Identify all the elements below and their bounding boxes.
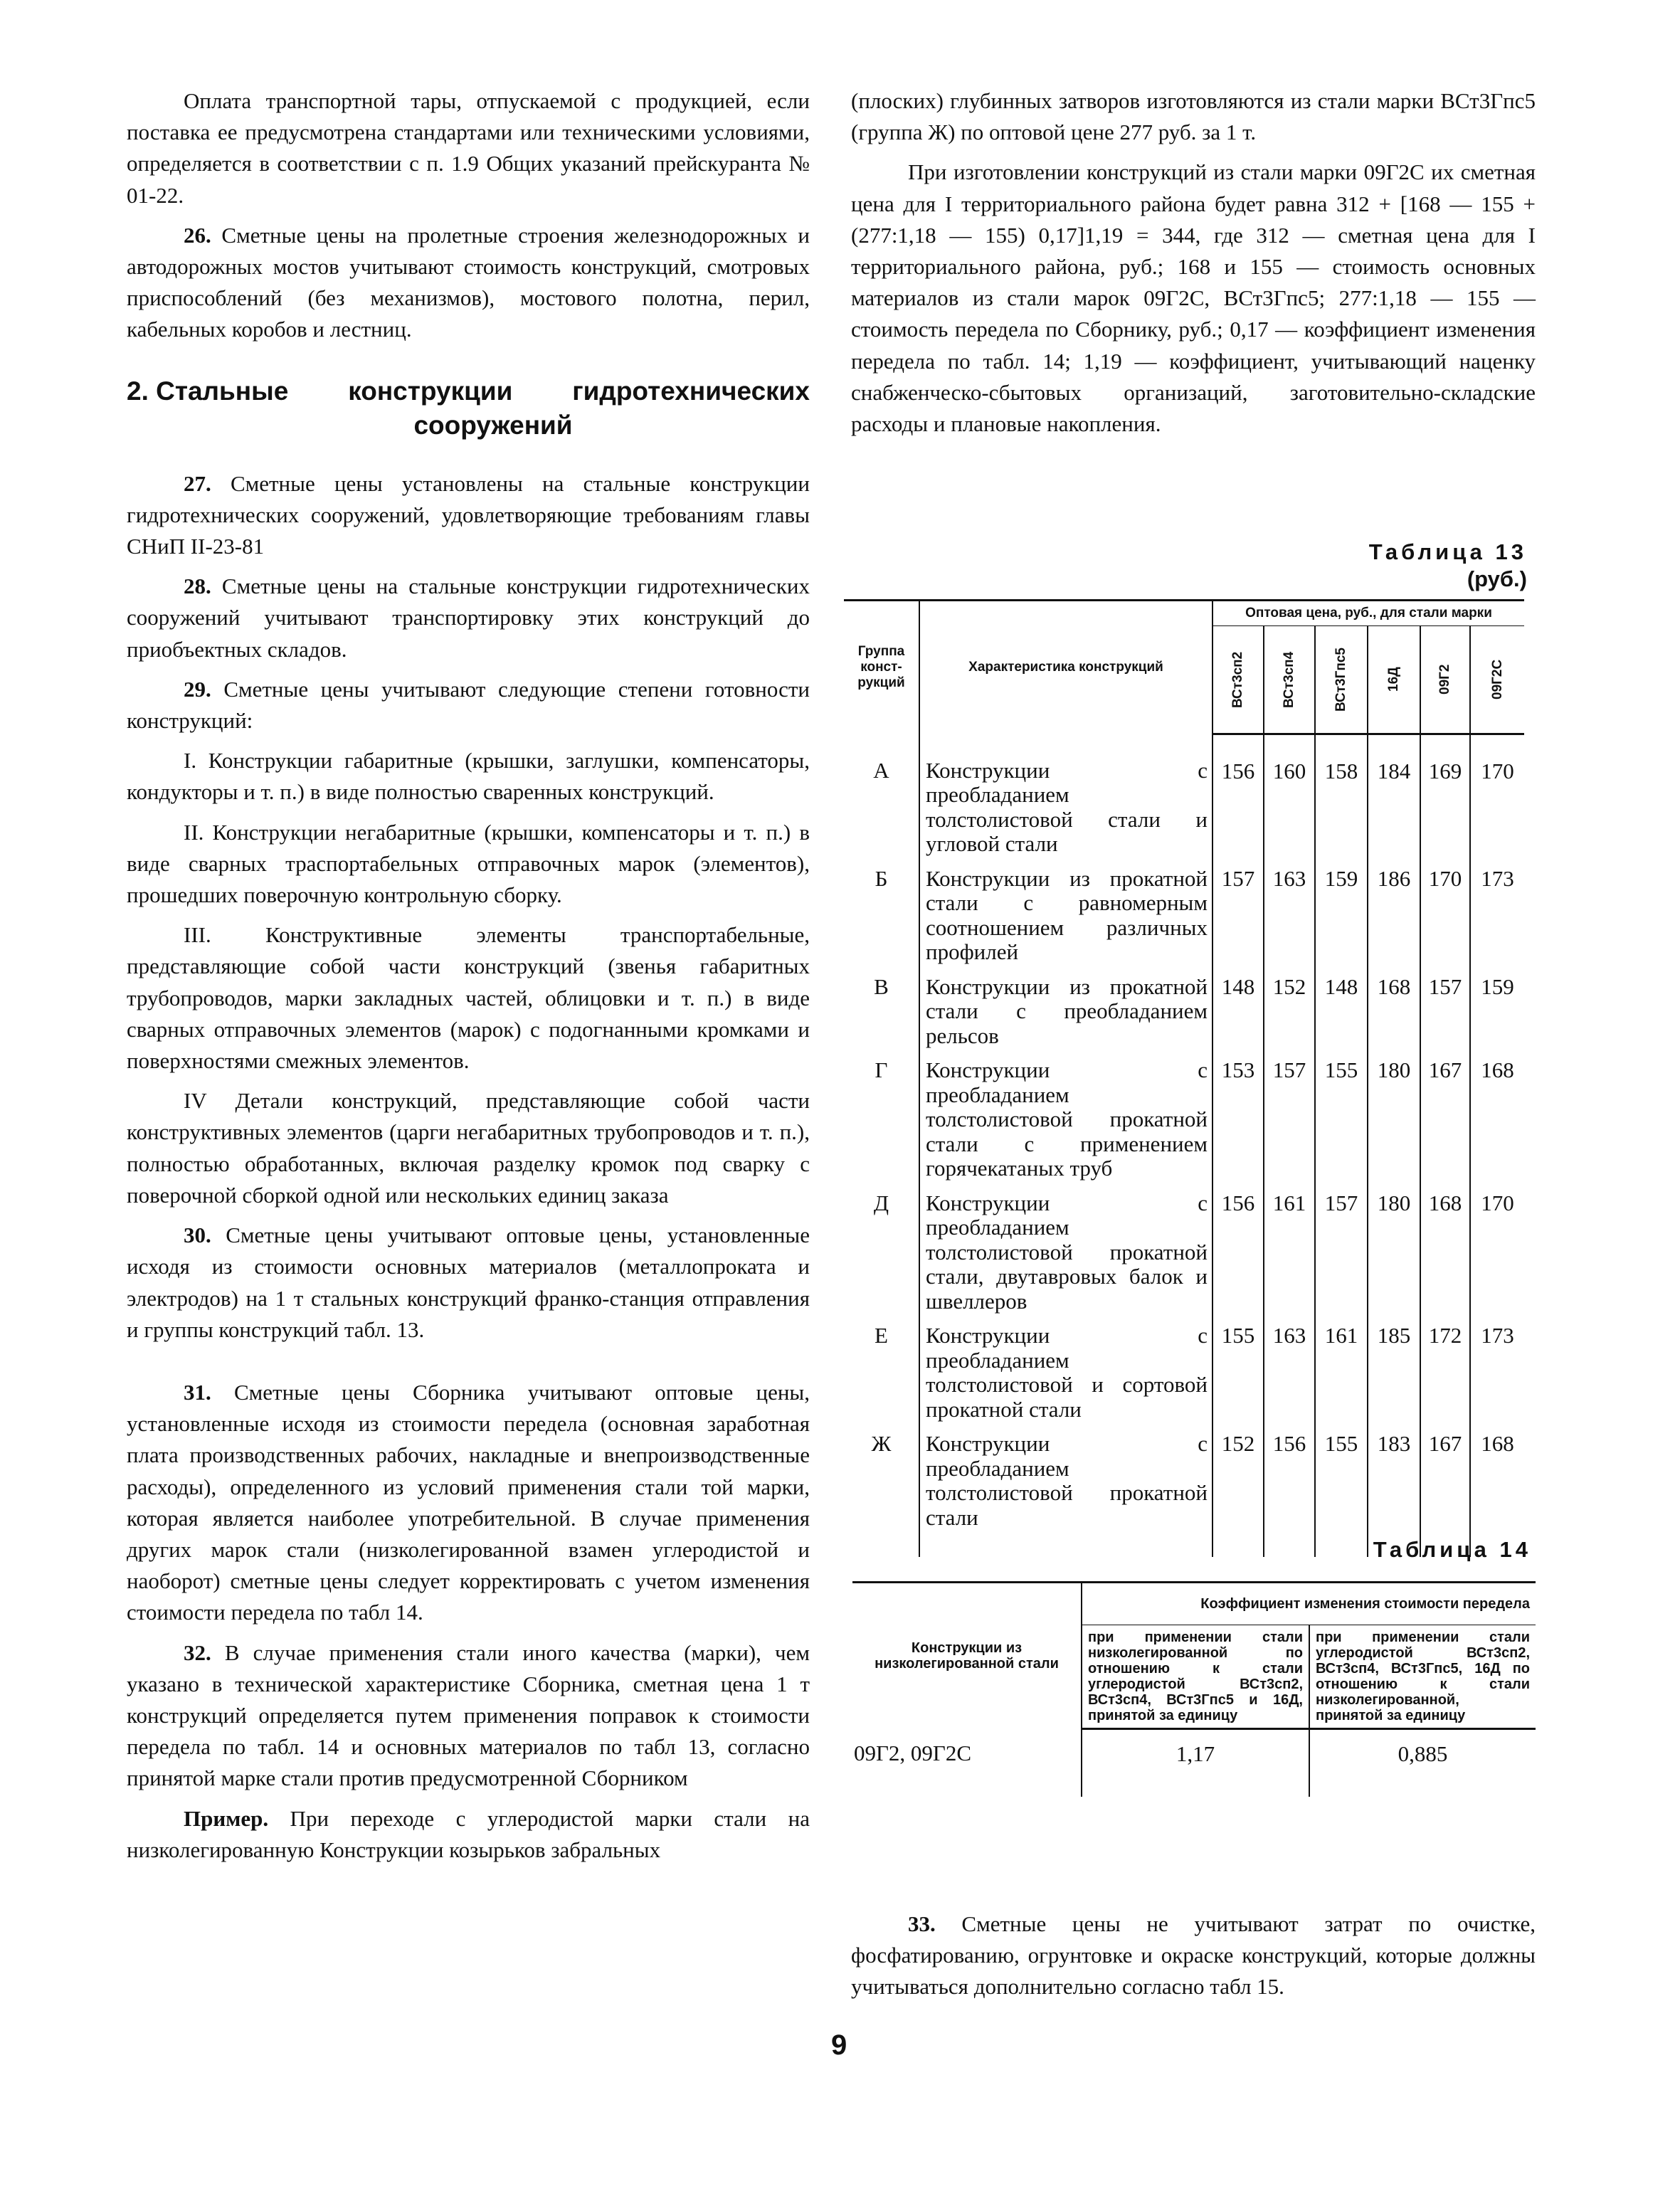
table13-price-cell: 170 (1420, 861, 1470, 969)
table13-price-cell: 172 (1420, 1318, 1470, 1426)
example-text: При переходе с углеродистой марки стали на низколегированную Конструкции козырьков забральных (127, 1805, 810, 1862)
table13-price-cell: 156 (1264, 1426, 1315, 1557)
section-title-word3: гидротехнических (572, 376, 810, 406)
table13-group-cell: Б (875, 865, 888, 891)
table-row (852, 1729, 1536, 1797)
table13-steel-4: 09Г2 (1437, 664, 1452, 695)
p31-number: 31. (184, 1379, 211, 1405)
paragraph-26 (127, 220, 810, 346)
left-column (127, 85, 810, 1866)
table13-group-cell: А (873, 757, 889, 783)
table13-price-cell: 163 (1264, 861, 1315, 969)
table14-row-label: 09Г2, 09Г2С (854, 1740, 972, 1765)
table13-price-cell: 155 (1315, 1052, 1368, 1186)
table13-price-cell: 155 (1315, 1426, 1368, 1557)
table13-price-cell: 157 (1420, 969, 1470, 1053)
table-row (844, 734, 1524, 861)
table13-price-cell: 159 (1470, 969, 1524, 1053)
table13-price-cell: 152 (1213, 1426, 1264, 1557)
table13-group-cell: Д (873, 1190, 889, 1215)
table13-steel-1: ВСт3сп4 (1282, 651, 1296, 708)
table13-price-cell: 183 (1368, 1426, 1420, 1557)
table13-price-cell: 156 (1213, 734, 1264, 861)
paragraph-28 (127, 571, 810, 665)
table13-desc-cell: Конструкции с преобладанием толстолистовой прокатной стали (919, 1426, 1213, 1557)
paragraph-32 (127, 1637, 810, 1795)
table13-price-cell: 167 (1420, 1426, 1470, 1557)
table13-steel-0: ВСт3сп2 (1230, 651, 1245, 708)
right-column (851, 85, 1536, 440)
table13-price-cell: 185 (1368, 1318, 1420, 1426)
table13-group-cell: Г (875, 1057, 888, 1082)
table14-value-2: 0,885 (1309, 1729, 1536, 1797)
table13-price-cell: 156 (1213, 1186, 1264, 1319)
table13-price-cell: 168 (1368, 969, 1420, 1053)
table13-price-cell: 180 (1368, 1186, 1420, 1319)
example-label: Пример. (184, 1805, 269, 1831)
p28-text: Сметные цены на стальные конструкции гидротехнических сооружений учитывают транспортировку этих конструкций до приобъектных складов. (127, 574, 810, 662)
table14-subheader-1: при применении стали низколегированной по отношению к стали углеродистой ВСт3сп2, ВСт3сп4, ВСт3Гпс5 и 16Д, принятой за единицу (1082, 1625, 1309, 1729)
page-number: 9 (831, 2029, 847, 2061)
table13-steel-3: 16Д (1386, 667, 1401, 692)
paragraph-29-iii: III. Конструктивные элементы транспортабельные, представляющие собой части конструкций (звенья габаритных трубопроводов, марки закладных частей, облицовки и т. п.) в виде сварных отправочных элементов (марок) с подогнанными кромками и поверхностями смежных элементов. (127, 922, 810, 1074)
table13-header-price: Оптовая цена, руб., для стали марки (1213, 601, 1524, 626)
paragraph-29-i: I. Конструкции габаритные (крышки, заглушки, компенсаторы, кондукторы и т. п.) в виде полностью сваренных конструкций. (127, 748, 810, 805)
table13-group-cell: Е (875, 1323, 888, 1348)
paragraph-33 (851, 1908, 1536, 2003)
table13-desc-cell: Конструкции с преобладанием толстолистовой и сортовой прокатной стали (919, 1318, 1213, 1426)
table13-price-cell: 157 (1264, 1052, 1315, 1186)
section-title-word2: конструкции (348, 376, 513, 406)
p30-text: Сметные цены учитывают оптовые цены, установленные исходя из стоимости основных материалов (металлопроката и электродов) на 1 т стальных конструкций франко-станция отправления и группы конструкций табл. 13. (127, 1223, 810, 1342)
table13-price-cell: 159 (1315, 861, 1368, 969)
table-row (844, 1186, 1524, 1319)
p27-text: Сметные цены установлены на стальные конструкции гидротехнических сооружений, удовлетворяющие требованиям главы СНиП II-23-81 (127, 470, 810, 559)
p31-text: Сметные цены Сборника учитывают оптовые цены, установленные исходя из стоимости передела (основная заработная плата производственных рабочих, накладные и внепроизводственные расходы), определенного из условий применения стали той марки, которая является наиболее употребительной. В случае применения других марок стали (низколегированной взамен углеродистой и наоборот) сметные цены следует корректировать с учетом изменения стоимости передела по табл 14. (127, 1379, 810, 1625)
table-row (844, 1052, 1524, 1186)
section-title-line2: сооружений (413, 410, 573, 440)
table13-header-group: Группа конст-рукций (844, 601, 919, 734)
paragraph-29 (127, 674, 810, 736)
paragraph-33-block (851, 1908, 1536, 2003)
table13-price-cell: 161 (1264, 1186, 1315, 1319)
table13-price-cell: 158 (1315, 734, 1368, 861)
table13-price-cell: 169 (1420, 734, 1470, 861)
paragraph-27 (127, 468, 810, 563)
table13-price-cell: 148 (1213, 969, 1264, 1053)
table13-desc-cell: Конструкции с преобладанием толстолистовой прокатной стали, двутавровых балок и швеллеров (919, 1186, 1213, 1319)
table14-value-1: 1,17 (1082, 1729, 1309, 1797)
table13-price-cell: 157 (1213, 861, 1264, 969)
p32-number: 32. (184, 1640, 211, 1665)
p26-number: 26. (184, 222, 211, 248)
table14 (852, 1581, 1536, 1797)
table13-price-cell: 168 (1420, 1186, 1470, 1319)
paragraph-30 (127, 1220, 810, 1346)
table13-desc-cell: Конструкции с преобладанием толстолистовой стали и угловой стали (919, 734, 1213, 861)
paragraph-31 (127, 1377, 810, 1629)
table13-price-cell: 161 (1315, 1318, 1368, 1426)
paragraph-29-ii: II. Конструкции негабаритные (крышки, компенсаторы и т. п.) в виде сварных траспортабельных отправочных марок (элементов), прошедших поверочную контрольную сборку. (127, 819, 810, 908)
p28-number: 28. (184, 574, 211, 599)
table13-price-cell: 180 (1368, 1052, 1420, 1186)
p27-number: 27. (184, 470, 211, 496)
table13-price-cell: 168 (1470, 1426, 1524, 1557)
table-row (844, 969, 1524, 1053)
paragraph-tare: Оплата транспортной тары, отпускаемой с продукцией, если поставка ее предусмотрена стандартами или техническими условиями, определяется в соответствии с п. 1.9 Общих указаний прейскуранта № 01-22. (127, 88, 810, 208)
table13-price-cell: 168 (1470, 1052, 1524, 1186)
p29-text: Сметные цены учитывают следующие степени готовности конструкций: (127, 676, 810, 734)
table13-steel-5: 09Г2С (1489, 659, 1505, 700)
table13-steel-2: ВСт3Гпс5 (1333, 648, 1348, 712)
table-row (844, 861, 1524, 969)
section-title (127, 374, 810, 443)
table14-caption: Таблица 14 (1373, 1537, 1531, 1562)
table13-desc-cell: Конструкции с преобладанием толстолистовой прокатной стали с применением горячекатаных труб (919, 1052, 1213, 1186)
table14-header-coef: Коэффициент изменения стоимости передела (1082, 1583, 1536, 1625)
table14-header-constr: Конструкции из низколегированной стали (852, 1583, 1082, 1729)
p33-text: Сметные цены не учитывают затрат по очистке, фосфатированию, огрунтовке и окраске конструкций, которые должны учитываться дополнительно согласно табл 15. (851, 1911, 1536, 2000)
paragraph-example (127, 1803, 810, 1866)
table-row (844, 1318, 1524, 1426)
table13-price-cell: 173 (1470, 1318, 1524, 1426)
table13-price-cell: 184 (1368, 734, 1420, 861)
example-calculation: При изготовлении конструкций из стали марки 09Г2С их сметная цена для I территориального района будет равна 312 + [168 — 155 + (277:1,18 — 155) 0,17]1,19 = 344, где 312 — сметная цена для I территориального района, руб.; 168 и 155 — стоимость основных материалов из стали марок 09Г2С, ВСт3Гпс5; 277:1,18 — 155 — стоимость передела по Сборнику, руб.; 0,17 — коэффициент изменения передела по табл. 14; 1,19 — коэффициент, учитывающий наценку снабженческо-сбытовых организаций, заготовительно-складские расходы и плановые накопления. (851, 159, 1536, 437)
table13-price-cell: 186 (1368, 861, 1420, 969)
table13-group-cell: В (874, 973, 889, 999)
table13-unit: (руб.) (1467, 566, 1527, 591)
p26-text: Сметные цены на пролетные строения железнодорожных и автодорожных мостов учитывают стоимость конструкций, смотровых приспособлений (без механизмов), мостового полотна, перил, кабельных коробов и лестниц. (127, 222, 810, 342)
section-title-word1: 2. Стальные (127, 376, 289, 406)
table13-price-cell: 160 (1264, 734, 1315, 861)
table13-price-cell: 170 (1470, 1186, 1524, 1319)
table13-caption: Таблица 13 (1368, 539, 1527, 564)
example-continuation: (плоских) глубинных затворов изготовляются из стали марки ВСт3Гпс5 (группа Ж) по оптовой цене 277 руб. за 1 т. (851, 88, 1536, 145)
table14-subheader-2: при применении стали углеродистой ВСт3сп2, ВСт3сп4, ВСт3Гпс5, 16Д по отношению к стали низколегированной, принятой за единицу (1309, 1625, 1536, 1729)
table13-price-cell: 167 (1420, 1052, 1470, 1186)
p29-number: 29. (184, 676, 211, 702)
paragraph-29-iv: IV Детали конструкций, представляющие собой части конструктивных элементов (царги негабаритных трубопроводов и т. п.), полностью обработанных, включая разделку кромок под сварку с поверочной сборкой одной или нескольких единиц заказа (127, 1088, 810, 1208)
table13-price-cell: 152 (1264, 969, 1315, 1053)
table13 (844, 599, 1524, 1557)
table13-price-cell: 153 (1213, 1052, 1264, 1186)
table13-group-cell: Ж (871, 1431, 892, 1456)
table13-price-cell: 148 (1315, 969, 1368, 1053)
table13-price-cell: 163 (1264, 1318, 1315, 1426)
p30-number: 30. (184, 1223, 211, 1248)
table13-header-desc: Характеристика конструкций (919, 601, 1213, 734)
table13-desc-cell: Конструкции из прокатной стали с преобладанием рельсов (919, 969, 1213, 1053)
p33-number: 33. (908, 1911, 936, 1936)
table13-price-cell: 157 (1315, 1186, 1368, 1319)
table13-desc-cell: Конструкции из прокатной стали с равномерным соотношением различных профилей (919, 861, 1213, 969)
table13-price-cell: 173 (1470, 861, 1524, 969)
table13-price-cell: 155 (1213, 1318, 1264, 1426)
table13-price-cell: 170 (1470, 734, 1524, 861)
p32-text: В случае применения стали иного качества (марки), чем указано в технической характеристике Сборника, сметная цена 1 т конструкций определяется путем применения поправок к стоимости передела по табл. 14 и основных материалов по табл 13, согласно принятой марке стали против предусмотренной Сборником (127, 1640, 810, 1791)
